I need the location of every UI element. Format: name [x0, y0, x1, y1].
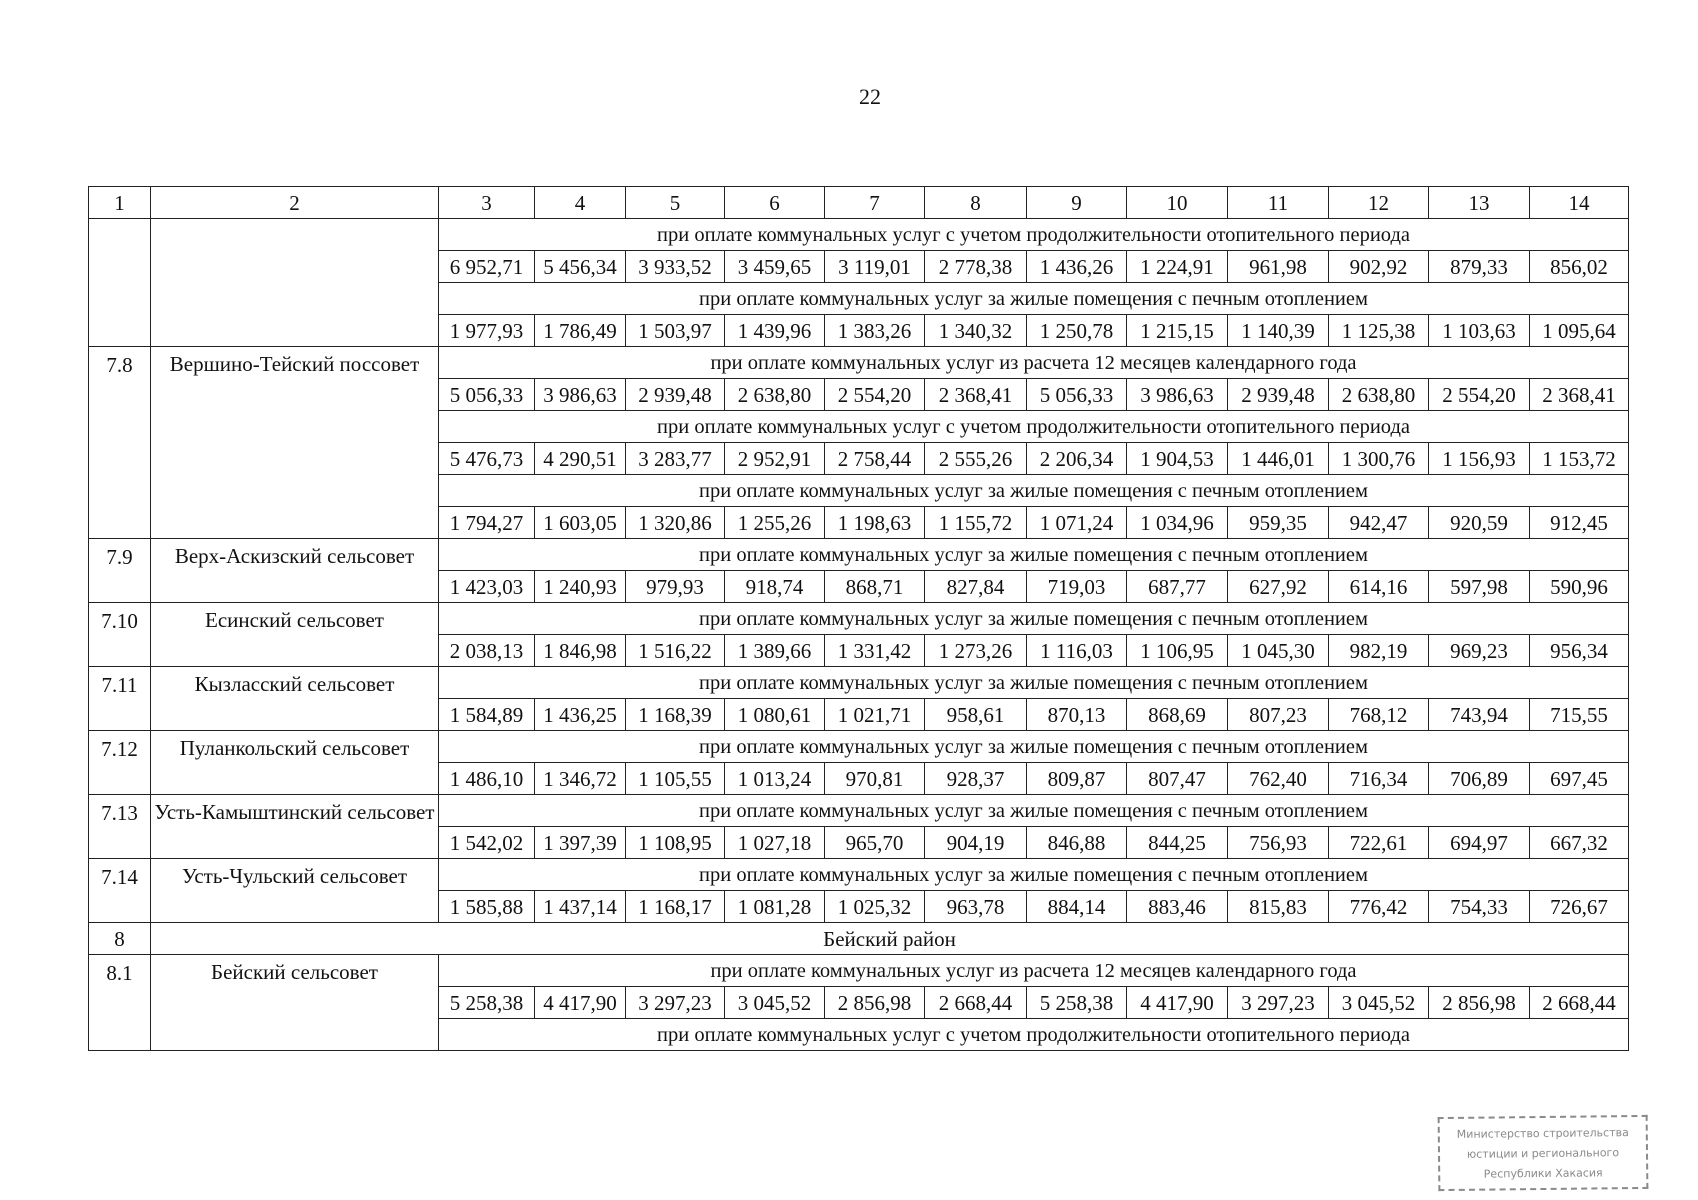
municipality-name: Усть-Чульский сельсовет	[151, 859, 439, 923]
value-cell: 5 056,33	[1027, 379, 1127, 411]
column-number-cell: 13	[1429, 187, 1530, 219]
value-cell: 1 846,98	[535, 635, 626, 667]
value-cell: 3 933,52	[626, 251, 725, 283]
value-cell: 827,84	[925, 571, 1027, 603]
value-cell: 1 215,15	[1127, 315, 1228, 347]
district-row	[89, 923, 1629, 955]
value-cell: 879,33	[1429, 251, 1530, 283]
value-cell: 884,14	[1027, 891, 1127, 923]
value-cell: 961,98	[1228, 251, 1329, 283]
value-cell: 883,46	[1127, 891, 1228, 923]
value-cell: 1 300,76	[1329, 443, 1429, 475]
value-cell: 719,03	[1027, 571, 1127, 603]
value-cell: 722,61	[1329, 827, 1429, 859]
section-label: при оплате коммунальных услуг за жилые помещения с печным отоплением	[439, 603, 1629, 635]
tariff-table	[88, 186, 1629, 1051]
value-cell: 856,02	[1530, 251, 1629, 283]
value-cell: 2 778,38	[925, 251, 1027, 283]
value-cell: 1 255,26	[725, 507, 825, 539]
value-cell: 1 025,32	[825, 891, 925, 923]
stamp-line: Министерство строительства	[1456, 1126, 1629, 1141]
page-number: 22	[859, 84, 881, 109]
value-cell: 1 240,93	[535, 571, 626, 603]
value-cell: 5 258,38	[1027, 987, 1127, 1019]
value-cell: 912,45	[1530, 507, 1629, 539]
section-label: при оплате коммунальных услуг за жилые помещения с печным отоплением	[439, 731, 1629, 763]
item-number: 7.10	[89, 603, 151, 667]
value-cell: 590,96	[1530, 571, 1629, 603]
municipality-name: Вершино-Тейский поссовет	[151, 347, 439, 539]
item-number: 7.13	[89, 795, 151, 859]
value-cell: 1 140,39	[1228, 315, 1329, 347]
value-cell: 2 554,20	[825, 379, 925, 411]
column-number-cell: 12	[1329, 187, 1429, 219]
value-cell: 614,16	[1329, 571, 1429, 603]
value-cell: 687,77	[1127, 571, 1228, 603]
section-label-row	[89, 859, 1629, 891]
column-number-cell: 14	[1530, 187, 1629, 219]
value-cell: 667,32	[1530, 827, 1629, 859]
value-cell: 1 125,38	[1329, 315, 1429, 347]
column-number-cell: 3	[439, 187, 535, 219]
section-label-row	[89, 539, 1629, 571]
value-cell: 2 668,44	[925, 987, 1027, 1019]
value-cell: 1 081,28	[725, 891, 825, 923]
section-label-row	[89, 795, 1629, 827]
value-cell: 1 021,71	[825, 699, 925, 731]
value-cell: 2 668,44	[1530, 987, 1629, 1019]
section-label-row	[89, 347, 1629, 379]
value-cell: 1 437,14	[535, 891, 626, 923]
value-cell: 1 034,96	[1127, 507, 1228, 539]
value-cell: 918,74	[725, 571, 825, 603]
section-label-row	[89, 667, 1629, 699]
value-cell: 776,42	[1329, 891, 1429, 923]
value-cell: 1 542,02	[439, 827, 535, 859]
value-cell: 2 952,91	[725, 443, 825, 475]
value-cell: 716,34	[1329, 763, 1429, 795]
section-label: при оплате коммунальных услуг с учетом продолжительности отопительного периода	[439, 219, 1629, 251]
value-cell: 3 119,01	[825, 251, 925, 283]
value-cell: 1 397,39	[535, 827, 626, 859]
value-cell: 2 856,98	[825, 987, 925, 1019]
value-cell: 3 045,52	[1329, 987, 1429, 1019]
value-cell: 959,35	[1228, 507, 1329, 539]
value-cell: 1 603,05	[535, 507, 626, 539]
value-cell: 3 045,52	[725, 987, 825, 1019]
value-cell: 4 417,90	[535, 987, 626, 1019]
district-number: 8	[89, 923, 151, 955]
column-number-cell: 7	[825, 187, 925, 219]
value-cell: 958,61	[925, 699, 1027, 731]
value-cell: 1 423,03	[439, 571, 535, 603]
value-cell: 920,59	[1429, 507, 1530, 539]
value-cell: 1 503,97	[626, 315, 725, 347]
value-cell: 2 038,13	[439, 635, 535, 667]
value-cell: 1 383,26	[825, 315, 925, 347]
municipality-name: Усть-Камыштинский сельсовет	[151, 795, 439, 859]
value-cell: 743,94	[1429, 699, 1530, 731]
value-cell: 1 168,39	[626, 699, 725, 731]
column-number-cell: 9	[1027, 187, 1127, 219]
value-cell: 1 045,30	[1228, 635, 1329, 667]
value-cell: 1 436,25	[535, 699, 626, 731]
column-number-cell: 6	[725, 187, 825, 219]
municipality-name: Бейский сельсовет	[151, 955, 439, 1051]
value-cell: 715,55	[1530, 699, 1629, 731]
value-cell: 3 297,23	[626, 987, 725, 1019]
value-cell: 979,93	[626, 571, 725, 603]
item-number: 7.11	[89, 667, 151, 731]
value-cell: 4 290,51	[535, 443, 626, 475]
value-cell: 1 516,22	[626, 635, 725, 667]
value-cell: 1 439,96	[725, 315, 825, 347]
value-cell: 6 952,71	[439, 251, 535, 283]
value-cell: 2 939,48	[1228, 379, 1329, 411]
value-cell: 3 986,63	[535, 379, 626, 411]
value-cell: 1 794,27	[439, 507, 535, 539]
value-cell: 1 116,03	[1027, 635, 1127, 667]
value-cell: 1 156,93	[1429, 443, 1530, 475]
value-cell: 846,88	[1027, 827, 1127, 859]
section-label: при оплате коммунальных услуг с учетом продолжительности отопительного периода	[439, 1019, 1629, 1051]
value-cell: 1 436,26	[1027, 251, 1127, 283]
section-label: при оплате коммунальных услуг из расчета 12 месяцев календарного года	[439, 955, 1629, 987]
column-number-cell: 1	[89, 187, 151, 219]
value-cell: 902,92	[1329, 251, 1429, 283]
value-cell: 2 638,80	[1329, 379, 1429, 411]
value-cell: 2 206,34	[1027, 443, 1127, 475]
value-cell: 5 456,34	[535, 251, 626, 283]
value-cell: 982,19	[1329, 635, 1429, 667]
column-number-cell: 4	[535, 187, 626, 219]
value-cell: 904,19	[925, 827, 1027, 859]
value-cell: 969,23	[1429, 635, 1530, 667]
value-cell: 1 027,18	[725, 827, 825, 859]
stamp-line: юстиции и регионального	[1466, 1146, 1620, 1161]
value-cell: 1 080,61	[725, 699, 825, 731]
value-cell: 2 554,20	[1429, 379, 1530, 411]
section-label-row	[89, 603, 1629, 635]
value-cell: 1 786,49	[535, 315, 626, 347]
value-cell: 706,89	[1429, 763, 1530, 795]
value-cell: 3 986,63	[1127, 379, 1228, 411]
value-cell: 2 638,80	[725, 379, 825, 411]
section-label: при оплате коммунальных услуг с учетом продолжительности отопительного периода	[439, 411, 1629, 443]
stamp-line: Республики Хакасия	[1483, 1166, 1603, 1181]
value-cell: 1 153,72	[1530, 443, 1629, 475]
value-cell: 1 346,72	[535, 763, 626, 795]
section-label: при оплате коммунальных услуг из расчета 12 месяцев календарного года	[439, 347, 1629, 379]
value-cell: 1 320,86	[626, 507, 725, 539]
value-cell: 756,93	[1228, 827, 1329, 859]
value-cell: 1 250,78	[1027, 315, 1127, 347]
value-cell: 3 297,23	[1228, 987, 1329, 1019]
value-cell: 3 459,65	[725, 251, 825, 283]
value-cell: 5 056,33	[439, 379, 535, 411]
value-cell: 768,12	[1329, 699, 1429, 731]
value-cell: 1 105,55	[626, 763, 725, 795]
value-cell: 2 368,41	[1530, 379, 1629, 411]
value-cell: 1 224,91	[1127, 251, 1228, 283]
value-cell: 2 758,44	[825, 443, 925, 475]
section-label-row	[89, 955, 1629, 987]
value-cell: 1 103,63	[1429, 315, 1530, 347]
value-cell: 5 258,38	[439, 987, 535, 1019]
value-cell: 2 856,98	[1429, 987, 1530, 1019]
municipality-name: Пуланкольский сельсовет	[151, 731, 439, 795]
value-cell: 697,45	[1530, 763, 1629, 795]
value-cell: 1 446,01	[1228, 443, 1329, 475]
district-name: Бейский район	[151, 923, 1629, 955]
value-cell: 1 198,63	[825, 507, 925, 539]
value-cell: 1 486,10	[439, 763, 535, 795]
column-number-cell: 11	[1228, 187, 1329, 219]
column-number-cell: 2	[151, 187, 439, 219]
section-label: при оплате коммунальных услуг за жилые помещения с печным отоплением	[439, 283, 1629, 315]
value-cell: 597,98	[1429, 571, 1530, 603]
value-cell: 1 013,24	[725, 763, 825, 795]
municipality-name	[151, 219, 439, 347]
value-cell: 4 417,90	[1127, 987, 1228, 1019]
value-cell: 1 585,88	[439, 891, 535, 923]
section-label: при оплате коммунальных услуг за жилые помещения с печным отоплением	[439, 859, 1629, 891]
item-number: 7.14	[89, 859, 151, 923]
value-cell: 870,13	[1027, 699, 1127, 731]
value-cell: 2 368,41	[925, 379, 1027, 411]
value-cell: 5 476,73	[439, 443, 535, 475]
column-number-row	[89, 187, 1629, 219]
section-label: при оплате коммунальных услуг за жилые помещения с печным отоплением	[439, 539, 1629, 571]
value-cell: 807,47	[1127, 763, 1228, 795]
municipality-name: Кызласский сельсовет	[151, 667, 439, 731]
value-cell: 754,33	[1429, 891, 1530, 923]
item-number: 7.8	[89, 347, 151, 539]
section-label: при оплате коммунальных услуг за жилые помещения с печным отоплением	[439, 475, 1629, 507]
item-number: 8.1	[89, 955, 151, 1051]
value-cell: 1 584,89	[439, 699, 535, 731]
value-cell: 694,97	[1429, 827, 1530, 859]
value-cell: 942,47	[1329, 507, 1429, 539]
value-cell: 956,34	[1530, 635, 1629, 667]
municipality-name: Есинский сельсовет	[151, 603, 439, 667]
value-cell: 1 331,42	[825, 635, 925, 667]
value-cell: 1 168,17	[626, 891, 725, 923]
value-cell: 970,81	[825, 763, 925, 795]
value-cell: 868,71	[825, 571, 925, 603]
value-cell: 726,67	[1530, 891, 1629, 923]
table-body	[89, 187, 1629, 1051]
registration-stamp	[1438, 1115, 1649, 1191]
item-number: 7.9	[89, 539, 151, 603]
municipality-name: Верх-Аскизский сельсовет	[151, 539, 439, 603]
value-cell: 627,92	[1228, 571, 1329, 603]
section-label-row	[89, 219, 1629, 251]
value-cell: 1 340,32	[925, 315, 1027, 347]
value-cell: 762,40	[1228, 763, 1329, 795]
value-cell: 1 273,26	[925, 635, 1027, 667]
item-number	[89, 219, 151, 347]
section-label: при оплате коммунальных услуг за жилые помещения с печным отоплением	[439, 667, 1629, 699]
value-cell: 1 071,24	[1027, 507, 1127, 539]
value-cell: 815,83	[1228, 891, 1329, 923]
value-cell: 963,78	[925, 891, 1027, 923]
value-cell: 965,70	[825, 827, 925, 859]
value-cell: 809,87	[1027, 763, 1127, 795]
column-number-cell: 5	[626, 187, 725, 219]
value-cell: 3 283,77	[626, 443, 725, 475]
value-cell: 807,23	[1228, 699, 1329, 731]
value-cell: 844,25	[1127, 827, 1228, 859]
section-label-row	[89, 731, 1629, 763]
value-cell: 1 095,64	[1530, 315, 1629, 347]
value-cell: 1 108,95	[626, 827, 725, 859]
item-number: 7.12	[89, 731, 151, 795]
value-cell: 1 389,66	[725, 635, 825, 667]
column-number-cell: 8	[925, 187, 1027, 219]
column-number-cell: 10	[1127, 187, 1228, 219]
value-cell: 1 155,72	[925, 507, 1027, 539]
value-cell: 2 939,48	[626, 379, 725, 411]
value-cell: 2 555,26	[925, 443, 1027, 475]
value-cell: 1 106,95	[1127, 635, 1228, 667]
value-cell: 868,69	[1127, 699, 1228, 731]
section-label: при оплате коммунальных услуг за жилые помещения с печным отоплением	[439, 795, 1629, 827]
value-cell: 928,37	[925, 763, 1027, 795]
value-cell: 1 904,53	[1127, 443, 1228, 475]
value-cell: 1 977,93	[439, 315, 535, 347]
